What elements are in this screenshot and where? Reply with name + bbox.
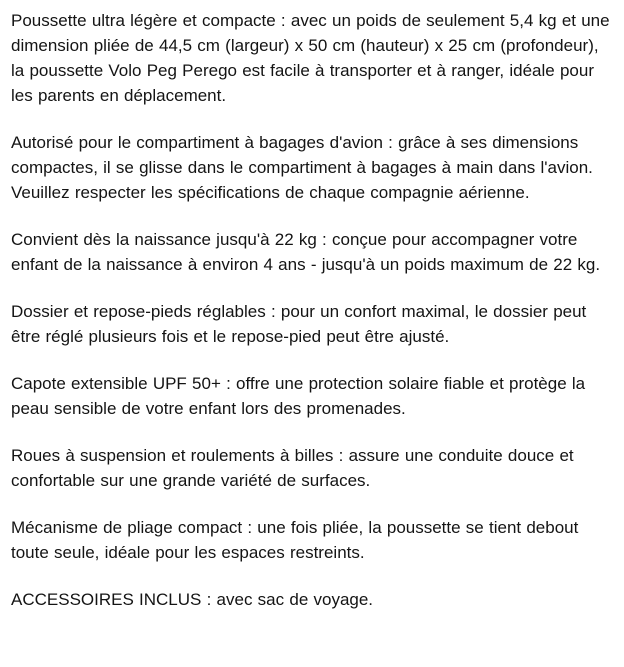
- description-paragraph-accessories: ACCESSOIRES INCLUS : avec sac de voyage.: [11, 590, 374, 609]
- description-paragraph-folding: Mécanisme de pliage compact : une fois pliée, la poussette se tient debout toute seule, idéale pour les espaces restreints.: [11, 518, 579, 562]
- description-paragraph-airplane: Autorisé pour le compartiment à bagages d'avion : grâce à ses dimensions compactes, il se glisse dans le compartiment à bagages à main dans l'avion. Veuillez respecter les spécifications de chaque compagnie aérienne.: [11, 133, 593, 202]
- description-paragraph-canopy: Capote extensible UPF 50+ : offre une protection solaire fiable et protège la peau sensible de votre enfant lors des promenades.: [11, 374, 586, 418]
- description-paragraph-age-weight: Convient dès la naissance jusqu'à 22 kg : conçue pour accompagner votre enfant de la naissance à environ 4 ans - jusqu'à un poids maximum de 22 kg.: [11, 230, 601, 274]
- description-paragraph-backrest: Dossier et repose-pieds réglables : pour un confort maximal, le dossier peut être réglé plusieurs fois et le repose-pied peut être ajusté.: [11, 302, 587, 346]
- description-paragraph-wheels: Roues à suspension et roulements à billes : assure une conduite douce et confortable sur une grande variété de surfaces.: [11, 446, 574, 490]
- description-paragraph-ultralight: Poussette ultra légère et compacte : avec un poids de seulement 5,4 kg et une dimension pliée de 44,5 cm (largeur) x 50 cm (hauteur) x 25 cm (profondeur), la poussette Volo Peg Perego est facile à transporter et à ranger, idéale pour les parents en déplacement.: [11, 11, 610, 105]
